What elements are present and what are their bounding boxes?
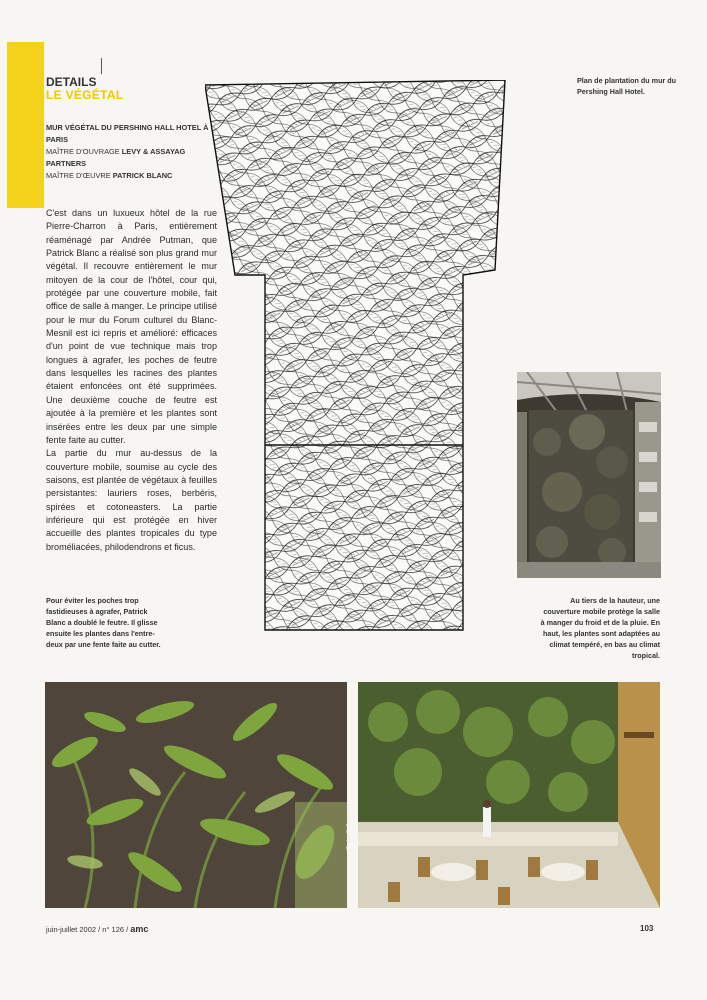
project-name: MUR VÉGÉTAL DU PERSHING HALL HOTEL À PARIS — [46, 123, 209, 144]
project-credits — [46, 122, 216, 182]
courtyard-image — [358, 682, 660, 908]
right-caption: Au tiers de la hauteur, une couverture mobile protège la salle à manger du froid et de la pluie. En haut, les plantes sont adaptées au climat tempéré, en bas au climat tropical. — [540, 596, 660, 660]
plants-closeup-photo — [45, 682, 347, 908]
paragraph-1: C'est dans un luxueux hôtel de la rue Pierre-Charron à Paris, entièrement réaménagé par Andrée Putman, que Patrick Blanc a réalisé son plus grand mur végétal. Il recouvre entièrement le mur mitoyen de la cour de l'hôtel, cour qui, protégée par une couverture mobile, fait office de salle à manger. Le principe utilisé pour le mur du Forum culturel du Blanc-Mesnil est ici repris et amélioré: efficaces d'un point de vue technique mais trop longues à agrafer, les poches de feutre dans lesquelles les racines des plantes étaient enfoncées ont été supprimées. Une deuxième couche de feutre est ajoutée à la première et les plantes sont insérées entre les deux par une simple fente faite au cutter. — [46, 208, 217, 445]
section-header — [46, 76, 216, 102]
paragraph-2: La partie du mur au-dessus de la couverture mobile, soumise au cycle des saisons, est plantée de végétaux à feuilles persistantes: lauriers roses, berbéris, spirées et cotoneasters. La partie inférieure qui est protégée en hiver accueille des plantes tropicales du type broméliacées, philodendrons et ficus. — [46, 448, 217, 552]
left-caption: Pour éviter les poches trop fastidieuses à agrafer, Patrick Blanc a doublé le feutre. Il glisse ensuite les plantes dans l'entre-deux par une fente faite au cutter. — [46, 596, 161, 649]
page-number: 103 — [640, 924, 654, 933]
courtyard-photo — [358, 682, 660, 908]
photo-credit: Photos E. Sonnois — [346, 808, 352, 850]
section-subtitle: LE VÉGÉTAL — [46, 88, 124, 102]
section-title: DETAILS — [46, 75, 97, 89]
atrium-photo-image — [517, 372, 661, 578]
planting-plan-svg — [205, 80, 545, 640]
atrium-photo — [517, 372, 661, 578]
article-body — [46, 207, 217, 554]
footer-issue: juin-juillet 2002 / n° 126 / amc — [46, 924, 149, 934]
brand-logo: amc — [130, 924, 149, 934]
divider-tick — [101, 58, 102, 74]
planting-plan-drawing — [205, 80, 545, 640]
yellow-accent-bar — [7, 42, 44, 208]
owner-line: MAÎTRE D'OUVRAGE LEVY & ASSAYAG PARTNERS — [46, 147, 186, 168]
plan-caption: Plan de plantation du mur du Pershing Hall Hotel. — [577, 76, 677, 96]
plants-closeup-image — [45, 682, 347, 908]
architect-line: MAÎTRE D'ŒUVRE PATRICK BLANC — [46, 171, 173, 180]
